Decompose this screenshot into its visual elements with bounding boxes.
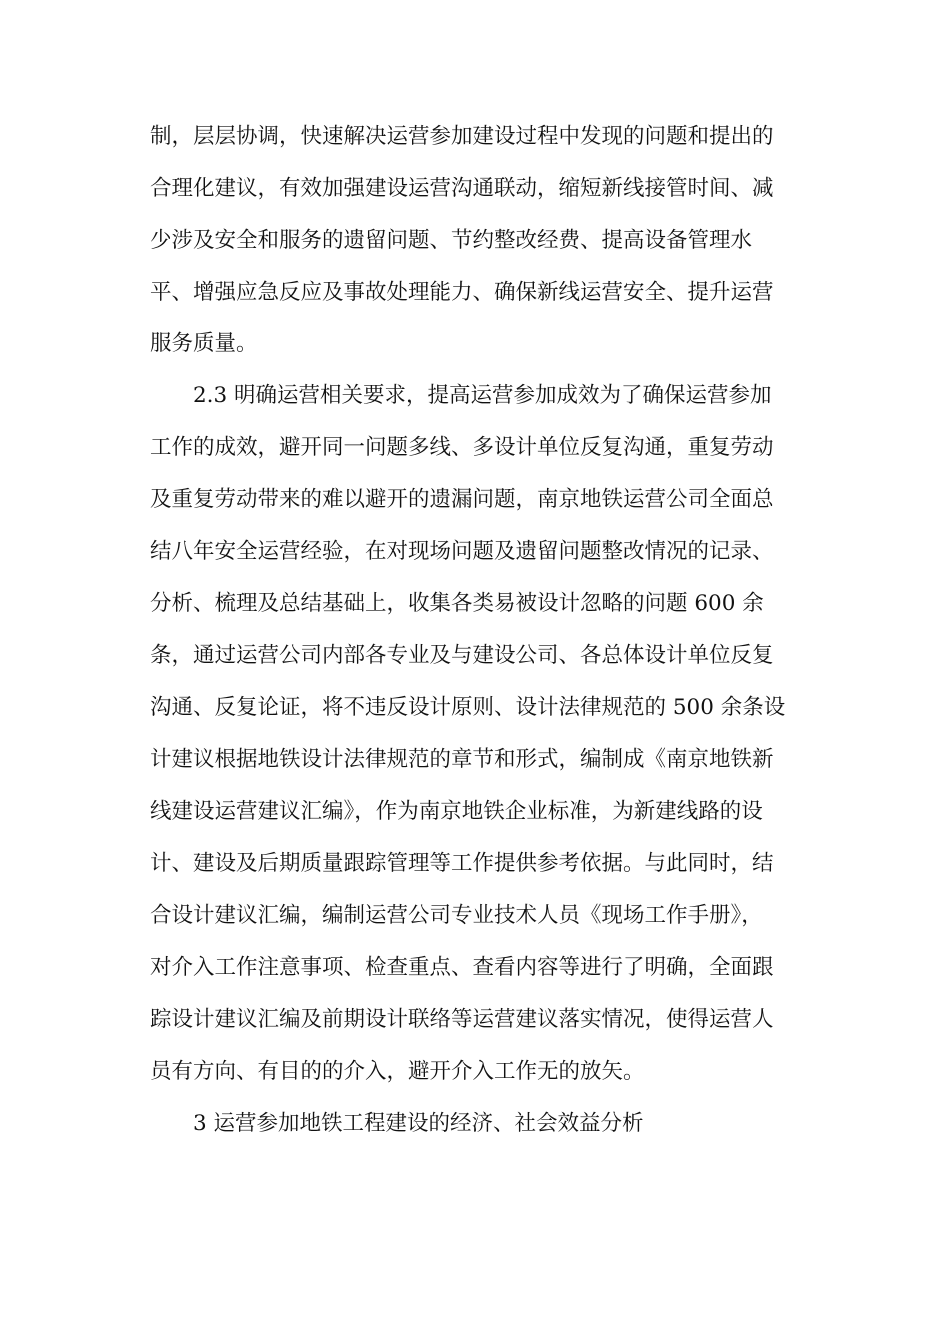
text-line: 条，通过运营公司内部各专业及与建设公司、各总体设计单位反复: [150, 643, 774, 668]
text-line: 平、增强应急反应及事故处理能力、确保新线运营安全、提升运营: [150, 280, 774, 305]
text-line: 对介入工作注意事项、检查重点、查看内容等进行了明确，全面跟: [150, 955, 774, 980]
text-line: 计建议根据地铁设计法律规范的章节和形式，编制成《南京地铁新: [150, 747, 774, 772]
section-2-3-heading-line: 2.3 明确运营相关要求，提高运营参加成效为了确保运营参加: [193, 383, 772, 408]
text-line: 及重复劳动带来的难以避开的遗漏问题，南京地铁运营公司全面总: [150, 487, 774, 512]
text-line: 制，层层协调，快速解决运营参加建设过程中发现的问题和提出的: [150, 124, 774, 149]
section-3-heading: 3 运营参加地铁工程建设的经济、社会效益分析: [193, 1111, 644, 1136]
text-line: 线建设运营建议汇编》，作为南京地铁企业标准，为新建线路的设: [150, 799, 763, 824]
text-line: 结八年安全运营经验，在对现场问题及遗留问题整改情况的记录、: [150, 539, 774, 564]
text-line: 合设计建议汇编，编制运营公司专业技术人员《现场工作手册》，: [150, 903, 763, 928]
text-line: 少涉及安全和服务的遗留问题、节约整改经费、提高设备管理水: [150, 228, 753, 253]
text-line: 踪设计建议汇编及前期设计联络等运营建议落实情况，使得运营人: [150, 1007, 774, 1032]
text-line: 计、建设及后期质量跟踪管理等工作提供参考依据。与此同时，结: [150, 851, 774, 876]
text-line: 工作的成效，避开同一问题多线、多设计单位反复沟通，重复劳动: [150, 435, 774, 460]
text-line: 服务质量。: [150, 331, 258, 356]
text-line: 员有方向、有目的的介入，避开介入工作无的放矢。: [150, 1059, 645, 1084]
text-line: 沟通、反复论证，将不违反设计原则、设计法律规范的 500 余条设: [150, 695, 786, 720]
text-line: 分析、梳理及总结基础上，收集各类易被设计忽略的问题 600 余: [150, 591, 764, 616]
text-line: 合理化建议，有效加强建设运营沟通联动，缩短新线接管时间、减: [150, 176, 774, 201]
